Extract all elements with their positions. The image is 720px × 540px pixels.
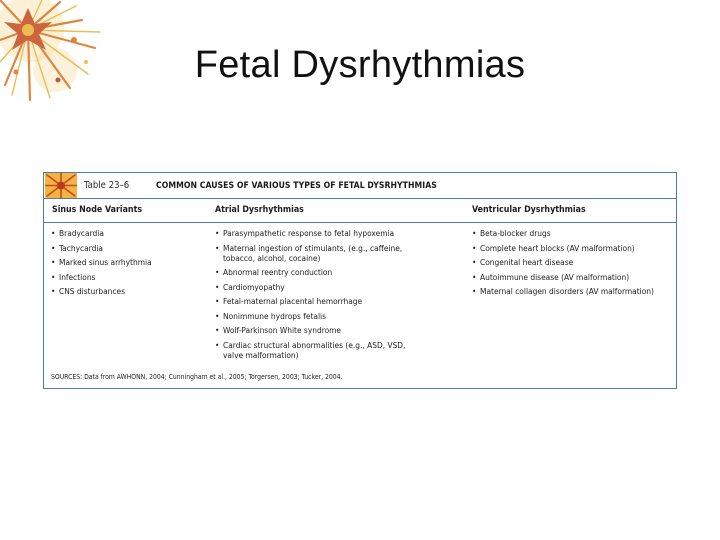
list-item: • Cardiac structural abnormalities (e.g., ASD, VSD, valve malformation) xyxy=(215,340,427,360)
atrial-list xyxy=(215,228,427,364)
ventricular-list xyxy=(472,228,672,301)
column-header-sinus: Sinus Node Variants xyxy=(52,205,143,215)
list-item: • Bradycardia xyxy=(51,228,201,238)
sinus-node-list xyxy=(51,228,201,301)
table-number: Table 23–6 xyxy=(84,180,130,191)
list-item: • Parasympathetic response to fetal hypoxemia xyxy=(215,228,427,238)
column-header-atrial: Atrial Dysrhythmias xyxy=(215,205,304,215)
list-item: • Fetal-maternal placental hemorrhage xyxy=(215,296,427,306)
list-item: • Congenital heart disease xyxy=(472,257,672,267)
list-item: • Wolf-Parkinson White syndrome xyxy=(215,325,427,335)
list-item: • CNS disturbances xyxy=(51,286,201,296)
list-item: • Tachycardia xyxy=(51,243,201,253)
table-header xyxy=(44,173,676,199)
table-source: SOURCES: Data from AWHONN, 2004; Cunningham et al., 2005; Torgersen, 2003; Tucker, 2004. xyxy=(51,373,343,381)
list-item: • Infections xyxy=(51,272,201,282)
list-item: • Marked sinus arrhythmia xyxy=(51,257,201,267)
list-item: • Abnormal reentry conduction xyxy=(215,267,427,277)
column-headers xyxy=(44,199,676,223)
list-item: • Maternal collagen disorders (AV malformation) xyxy=(472,286,672,296)
column-header-ventricular: Ventricular Dysrhythmias xyxy=(472,205,586,215)
list-item: • Maternal ingestion of stimulants, (e.g., caffeine, tobacco, alcohol, cocaine) xyxy=(215,243,427,263)
list-item: • Autoimmune disease (AV malformation) xyxy=(472,272,672,282)
causes-table xyxy=(43,172,677,389)
table-title: COMMON CAUSES OF VARIOUS TYPES OF FETAL DYSRHYTHMIAS xyxy=(156,181,437,191)
starburst-icon xyxy=(45,173,77,198)
list-item: • Complete heart blocks (AV malformation) xyxy=(472,243,672,253)
list-item: • Cardiomyopathy xyxy=(215,282,427,292)
list-item: • Beta-blocker drugs xyxy=(472,228,672,238)
page-title: Fetal Dysrhythmias xyxy=(194,44,526,86)
list-item: • Nonimmune hydrops fetalis xyxy=(215,311,427,321)
